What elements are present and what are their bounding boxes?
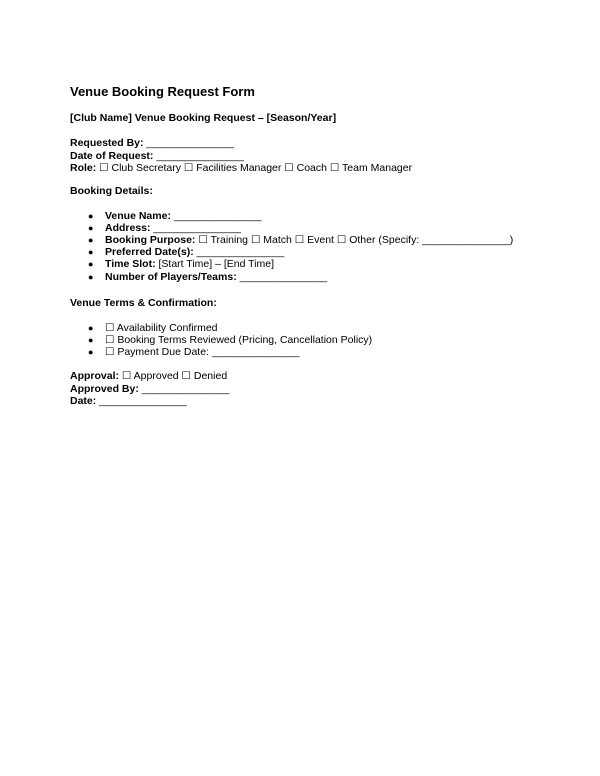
date-row [70, 395, 540, 408]
approved-by-field[interactable]: _______________ [138, 382, 230, 395]
approval-label: Approval: [70, 370, 120, 383]
bullet-icon: ● [88, 222, 94, 233]
approved-by-label: Approved By: [70, 382, 139, 395]
booking-purpose-label: Booking Purpose: [105, 233, 196, 246]
date-of-request-label: Date of Request: [70, 149, 154, 162]
time-slot-field[interactable]: [Start Time] – [End Time] [155, 258, 275, 271]
preferred-dates-field[interactable]: _______________ [193, 246, 285, 259]
date-field[interactable]: _______________ [96, 395, 187, 408]
terms-heading: Venue Terms & Confirmation: [70, 296, 217, 309]
players-teams-field[interactable]: _______________ [236, 270, 328, 283]
requested-by-row [70, 137, 540, 150]
bullet-icon: ● [88, 322, 94, 333]
form-subtitle: [Club Name] Venue Booking Request – [Season/Year] [70, 112, 337, 124]
bullet-icon: ● [88, 247, 94, 258]
list-item-players-teams [88, 271, 540, 283]
role-label: Role: [70, 162, 97, 174]
players-teams-label: Number of Players/Teams: [105, 270, 237, 283]
booking-details-list [70, 210, 540, 283]
time-slot-label: Time Slot: [105, 258, 156, 271]
list-item-time-slot [88, 258, 540, 270]
booking-details-heading: Booking Details: [70, 184, 153, 197]
bullet-icon: ● [88, 334, 94, 345]
date-label: Date: [70, 395, 97, 408]
availability-checkbox-label: ☐ Availability Confirmed [105, 321, 218, 334]
list-item-preferred-dates [88, 246, 540, 258]
requested-by-field[interactable]: _______________ [143, 137, 235, 149]
address-label: Address: [105, 221, 151, 234]
list-item-address [88, 222, 540, 234]
list-item-availability[interactable] [88, 322, 540, 334]
booking-purpose-options[interactable]: ☐ Training ☐ Match ☐ Event ☐ Other (Specify: _______________) [195, 233, 514, 246]
approval-options[interactable]: ☐ Approved ☐ Denied [119, 370, 228, 383]
list-item-venue-name [88, 210, 540, 222]
address-field[interactable]: _______________ [150, 221, 242, 234]
venue-name-field[interactable]: _______________ [170, 209, 262, 222]
payment-due-checkbox-label: ☐ Payment Due Date: _______________ [105, 346, 300, 359]
list-item-payment-due[interactable] [88, 346, 540, 358]
terms-reviewed-checkbox-label: ☐ Booking Terms Reviewed (Pricing, Cancellation Policy) [105, 333, 373, 346]
form-body [70, 84, 540, 408]
preferred-dates-label: Preferred Date(s): [105, 246, 194, 259]
bullet-icon: ● [88, 271, 94, 282]
list-item-terms-reviewed[interactable] [88, 334, 540, 346]
terms-list [70, 322, 540, 359]
approval-row [70, 370, 540, 383]
approved-by-row [70, 383, 540, 396]
list-item-booking-purpose [88, 234, 540, 246]
bullet-icon: ● [88, 347, 94, 358]
date-of-request-row [70, 150, 540, 163]
bullet-icon: ● [88, 210, 94, 221]
venue-name-label: Venue Name: [105, 209, 171, 222]
date-of-request-field[interactable]: _______________ [153, 149, 244, 162]
role-row [70, 162, 540, 175]
form-title: Venue Booking Request Form [70, 84, 255, 99]
bullet-icon: ● [88, 259, 94, 270]
role-options[interactable]: ☐ Club Secretary ☐ Facilities Manager ☐ Coach ☐ Team Manager [96, 162, 413, 174]
bullet-icon: ● [88, 234, 94, 245]
requested-by-label: Requested By: [70, 137, 144, 149]
